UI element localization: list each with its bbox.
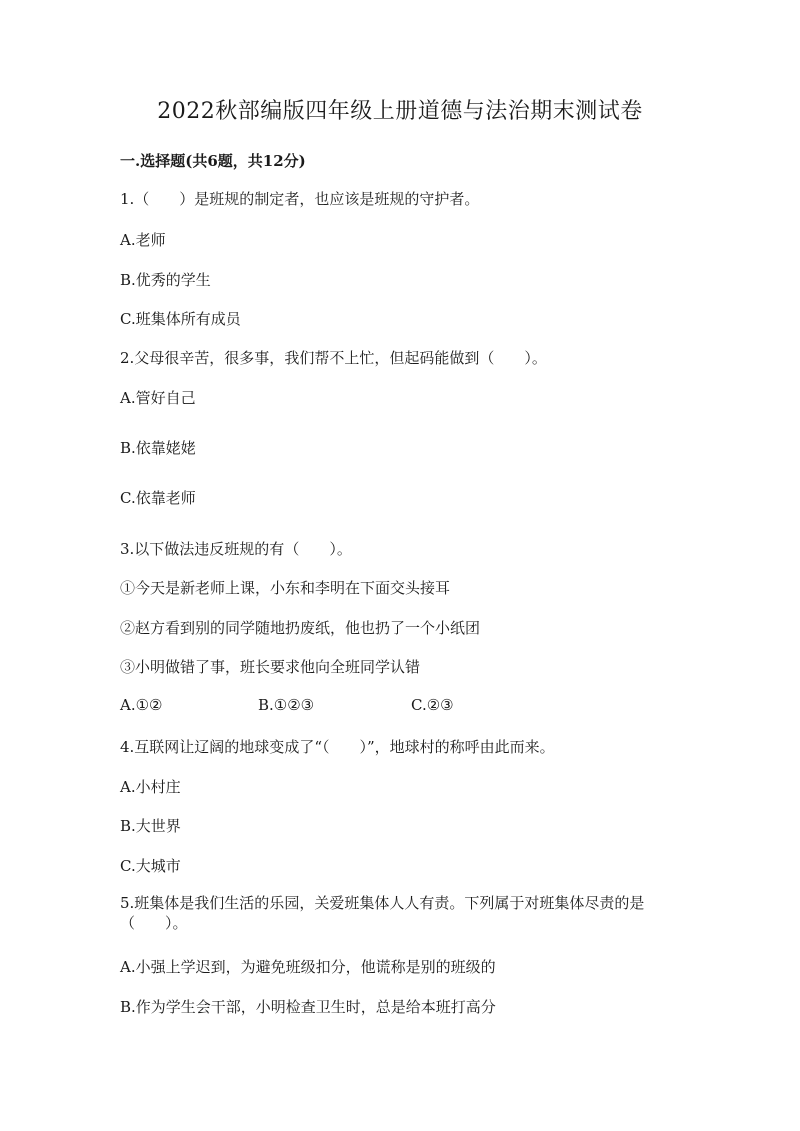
question-4-option-b: B.大世界 xyxy=(120,817,181,835)
question-2-stem: 2.父母很辛苦，很多事，我们帮不上忙，但起码能做到（ ）。 xyxy=(120,349,547,367)
question-5-option-a: A.小强上学迟到，为避免班级扣分，他谎称是别的班级的 xyxy=(120,958,496,976)
section-heading: 一.选择题(共6题，共12分) xyxy=(120,152,306,170)
question-3-statement-3: ③小明做错了事，班长要求他向全班同学认错 xyxy=(120,658,421,676)
question-3-stem: 3.以下做法违反班规的有（ ）。 xyxy=(120,540,352,558)
question-3-statement-2: ②赵方看到别的同学随地扔废纸，他也扔了一个小纸团 xyxy=(120,619,481,637)
page-title: 2022秋部编版四年级上册道德与法治期末测试卷 xyxy=(157,99,643,124)
question-1-option-a: A.老师 xyxy=(120,231,166,249)
question-4-stem: 4.互联网让辽阔的地球变成了“（ ）”，地球村的称呼由此而来。 xyxy=(120,738,555,756)
question-5-stem: 5.班集体是我们生活的乐园，关爱班集体人人有责。下列属于对班集体尽责的是（ ）。 xyxy=(120,894,645,932)
question-3-statement-1: ①今天是新老师上课，小东和李明在下面交头接耳 xyxy=(120,579,451,597)
question-4-option-c: C.大城市 xyxy=(120,857,181,875)
question-1-option-b: B.优秀的学生 xyxy=(120,271,211,289)
question-3-option-a: A.①② xyxy=(120,696,163,714)
question-2-option-a: A.管好自己 xyxy=(120,389,196,407)
question-3-option-b: B.①②③ xyxy=(258,696,315,714)
question-1-stem: 1.（ ）是班规的制定者，也应该是班规的守护者。 xyxy=(120,190,480,208)
question-5-option-b: B.作为学生会干部，小明检查卫生时，总是给本班打高分 xyxy=(120,998,496,1016)
question-4-option-a: A.小村庄 xyxy=(120,778,181,796)
question-3-option-c: C.②③ xyxy=(411,696,454,714)
question-2-option-b: B.依靠姥姥 xyxy=(120,439,196,457)
question-2-option-c: C.依靠老师 xyxy=(120,489,196,507)
question-1-option-c: C.班集体所有成员 xyxy=(120,310,241,328)
